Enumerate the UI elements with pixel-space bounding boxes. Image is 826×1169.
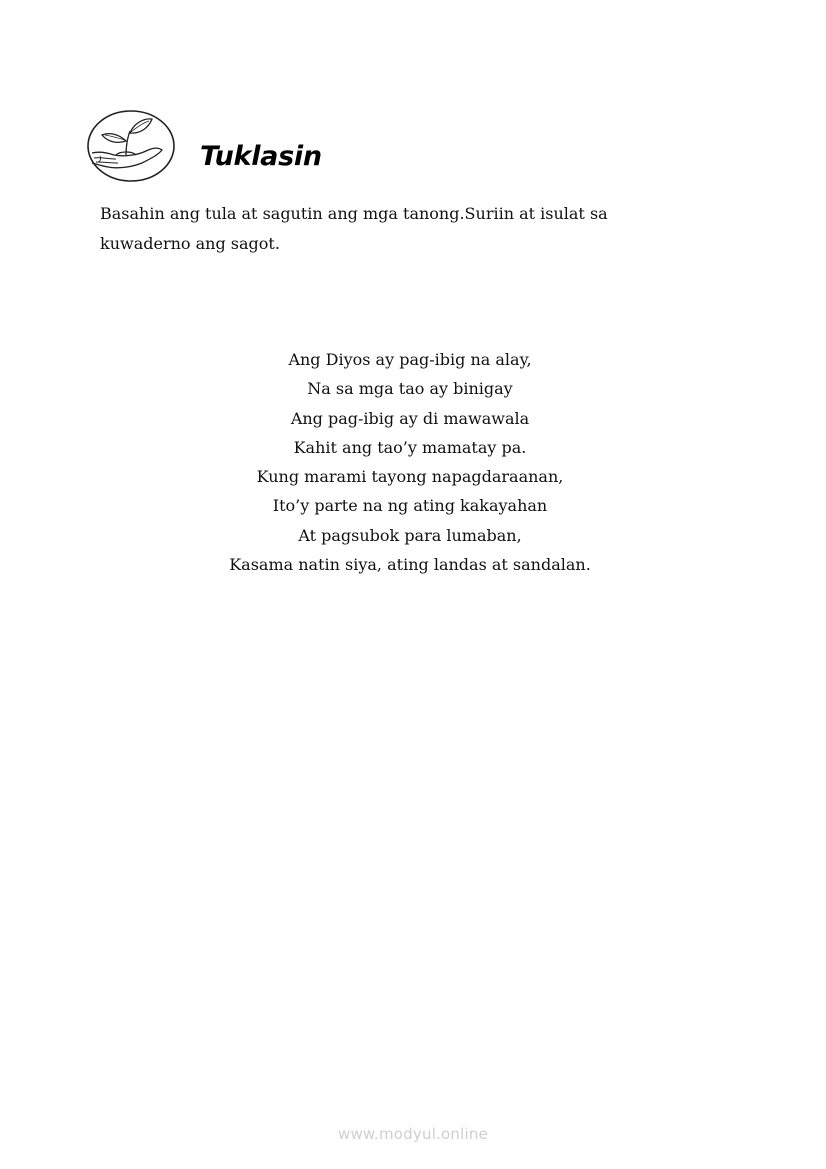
poem-line: At pagsubok para lumaban, bbox=[298, 525, 522, 545]
poem-line: Ang pag-ibig ay di mawawala bbox=[290, 408, 530, 428]
poem-line: Kung marami tayong napagdaraanan, bbox=[256, 467, 564, 487]
poem-line: Ito’y parte na ng ating kakayahan bbox=[272, 496, 548, 516]
poem-line: Kasama natin siya, ating landas at sandalan. bbox=[229, 555, 591, 575]
seedling-in-hand-icon bbox=[86, 109, 176, 183]
poem-line: Na sa mga tao ay binigay bbox=[307, 379, 513, 399]
instructions-text: Basahin ang tula at sagutin ang mga tanong.Suriin at isulat sa kuwaderno ang sagot. bbox=[100, 204, 608, 253]
section-title: Tuklasin bbox=[200, 141, 322, 172]
poem bbox=[160, 345, 660, 579]
poem-line: Kahit ang tao’y mamatay pa. bbox=[293, 437, 527, 457]
watermark: www.modyul.online bbox=[338, 1125, 488, 1143]
poem-line: Ang Diyos ay pag-ibig na alay, bbox=[288, 350, 532, 369]
